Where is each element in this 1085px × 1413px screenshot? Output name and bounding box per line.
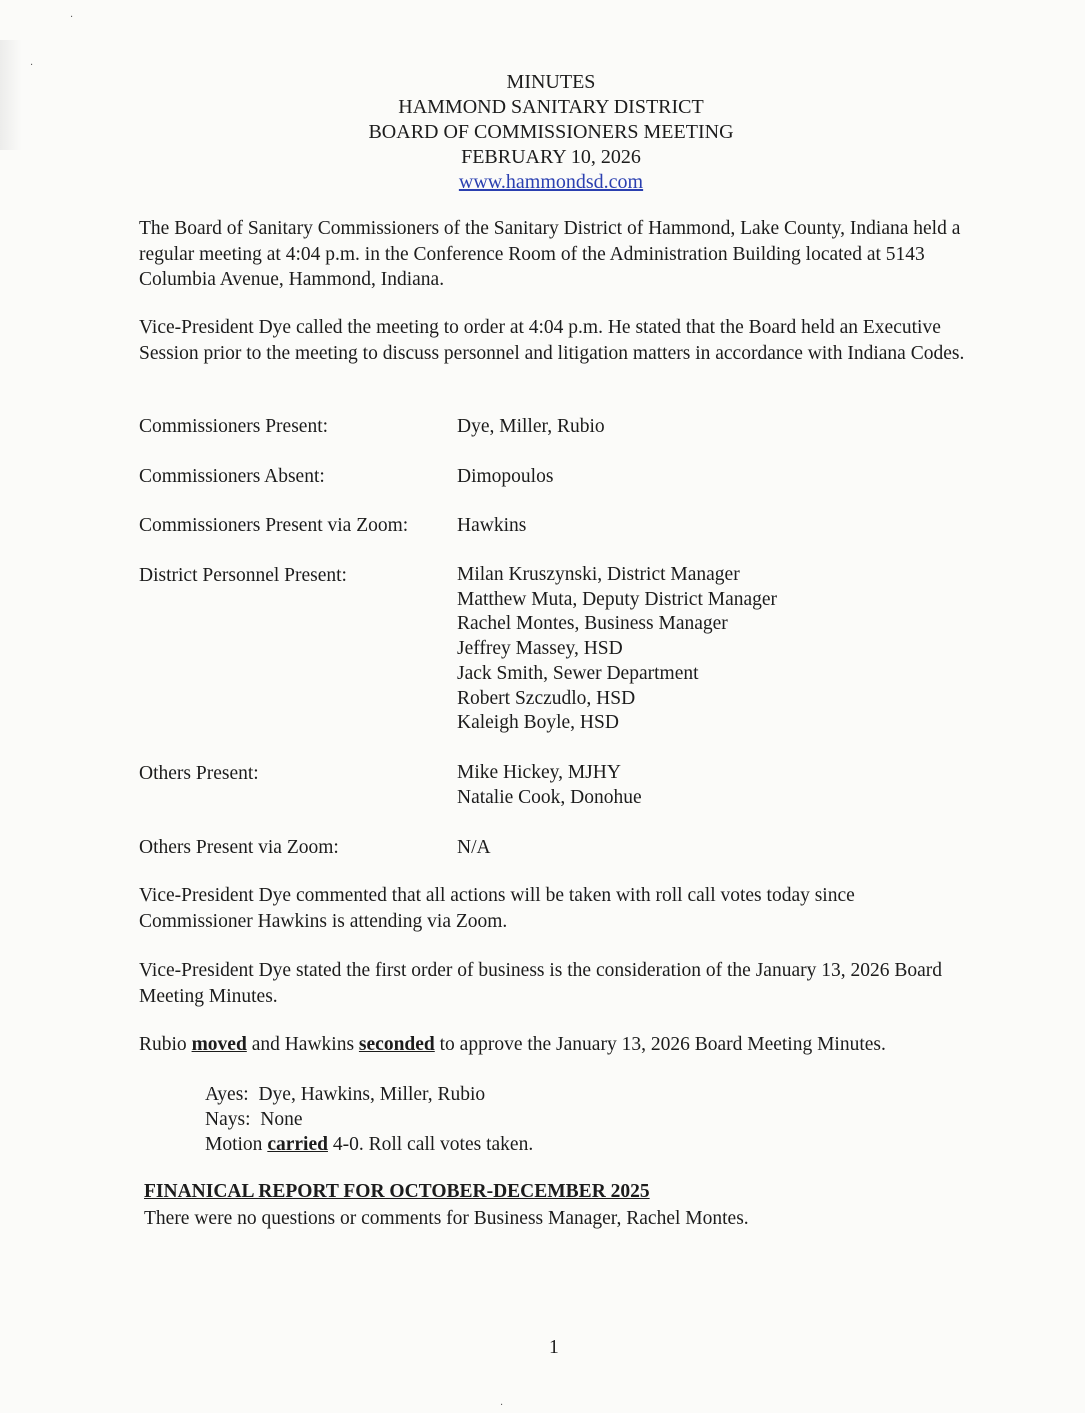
vote-nays: Nays: None xyxy=(205,1109,303,1130)
commissioners-zoom-value: Hawkins xyxy=(457,515,527,536)
scan-speck: · xyxy=(30,60,34,71)
first-business-paragraph: Vice-President Dye stated the first order of business is the consideration of the January 13, 2026 Board Meeting Minutes. xyxy=(139,960,943,1007)
carried-word: carried xyxy=(267,1134,328,1155)
intro-paragraph: The Board of Sanitary Commissioners of the Sanitary District of Hammond, Lake County, Indiana held a regular meeting at 4:04 p.m. in the Conference Room of the Administration Building located at 5143 Columbia Avenue, Hammond, Indiana. xyxy=(139,218,961,290)
district-personnel-list xyxy=(457,563,777,736)
scan-speck: · xyxy=(500,1400,504,1411)
vote-ayes: Ayes: Dye, Hawkins, Miller, Rubio xyxy=(205,1084,486,1105)
commissioners-present-label: Commissioners Present: xyxy=(139,416,329,437)
vote-block xyxy=(205,1082,533,1157)
personnel-name: Milan Kruszynski, District Manager xyxy=(457,564,740,585)
website-link[interactable]: www.hammondsd.com xyxy=(458,171,644,193)
personnel-name: Jack Smith, Sewer Department xyxy=(457,662,699,684)
page-number: 1 xyxy=(549,1337,559,1358)
seconded-word: seconded xyxy=(358,1034,435,1055)
personnel-name: Matthew Muta, Deputy District Manager xyxy=(457,588,778,610)
header-date: FEBRUARY 10, 2026 xyxy=(461,146,641,168)
scan-speck: · xyxy=(70,12,74,23)
vote-motion-prefix: Motion xyxy=(205,1134,263,1155)
motion-paragraph xyxy=(139,1032,969,1058)
commissioners-zoom-label: Commissioners Present via Zoom: xyxy=(139,515,409,536)
district-personnel-label: District Personnel Present: xyxy=(139,565,347,586)
document-header xyxy=(0,70,1085,195)
financial-report-text: There were no questions or comments for Business Manager, Rachel Montes. xyxy=(144,1208,749,1229)
others-name: Mike Hickey, MJHY xyxy=(457,762,621,783)
roll-call-paragraph: Vice-President Dye commented that all actions will be taken with roll call votes today since Commissioner Hawkins is attending via Zoom. xyxy=(139,885,855,932)
others-zoom-label: Others Present via Zoom: xyxy=(139,837,339,858)
header-district: HAMMOND SANITARY DISTRICT xyxy=(398,96,704,118)
moved-word: moved xyxy=(191,1034,247,1055)
vote-result xyxy=(205,1132,533,1157)
commissioners-present-value: Dye, Miller, Rubio xyxy=(457,416,605,437)
financial-report-heading: FINANICAL REPORT FOR OCTOBER-DECEMBER 2025 xyxy=(144,1181,650,1202)
personnel-name: Rachel Montes, Business Manager xyxy=(457,613,728,635)
header-board: BOARD OF COMMISSIONERS MEETING xyxy=(368,121,734,143)
call-to-order-paragraph: Vice-President Dye called the meeting to order at 4:04 p.m. He stated that the Board held an Executive Session prior to the meeting to discuss personnel and litigation matters in accordance with Indiana Codes. xyxy=(139,317,965,364)
personnel-name: Jeffrey Massey, HSD xyxy=(457,638,623,660)
others-present-label: Others Present: xyxy=(139,763,259,784)
commissioners-absent-value: Dimopoulos xyxy=(457,466,554,487)
personnel-name: Kaleigh Boyle, HSD xyxy=(457,712,619,734)
personnel-name: Robert Szczudlo, HSD xyxy=(457,687,636,709)
others-present-list xyxy=(457,761,642,810)
vote-motion-suffix: 4-0. Roll call votes taken. xyxy=(332,1134,534,1155)
commissioners-absent-label: Commissioners Absent: xyxy=(139,466,325,487)
motion-rest: to approve the January 13, 2026 Board Meeting Minutes. xyxy=(439,1034,886,1055)
header-minutes: MINUTES xyxy=(506,71,596,93)
others-name: Natalie Cook, Donohue xyxy=(457,786,642,808)
motion-mover: Rubio xyxy=(139,1034,187,1055)
motion-and-text: and Hawkins xyxy=(251,1034,355,1055)
others-zoom-value: N/A xyxy=(457,837,491,858)
